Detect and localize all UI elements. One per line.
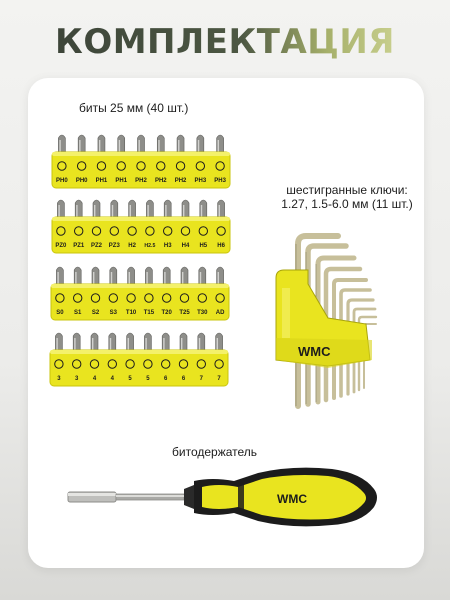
- square-torx-row: [51, 267, 229, 320]
- bit-tip-label: T15: [143, 310, 155, 316]
- bit-set-image: [48, 122, 244, 392]
- slotted-row: [50, 333, 228, 386]
- bit-holder-lip: [50, 350, 228, 354]
- bit-tip-label: S0: [56, 310, 64, 316]
- bit-tip-label: 5: [128, 376, 132, 382]
- bit-tip-label: 7: [199, 376, 203, 382]
- bit-tip-label: H3: [163, 243, 172, 249]
- bit-tip-label: 6: [181, 376, 186, 382]
- bit-holder-lip: [52, 217, 230, 221]
- bit-tip-label: T20: [161, 310, 172, 316]
- bit-tip-label: PZ3: [108, 243, 120, 249]
- hex-keys-label-line1: шестигранные ключи:: [286, 183, 408, 197]
- bit-tip-label: 5: [146, 376, 150, 382]
- bit-tip-label: PH3: [194, 178, 207, 184]
- bit-tip-label: PH0: [75, 178, 88, 184]
- phillips-pozidriv-row: [52, 135, 230, 188]
- bit-tip-label: S1: [74, 310, 82, 316]
- bit-tip-label: AD: [215, 310, 225, 316]
- bit-holder-lip: [52, 152, 230, 156]
- bit-tip-label: H2.5: [144, 243, 156, 249]
- bit-tip-label: PH2: [154, 178, 167, 184]
- bit-tip-label: 3: [57, 376, 61, 382]
- bit-tip-label: S3: [109, 310, 117, 316]
- bit-tip-label: PH1: [95, 178, 108, 184]
- page-header: [0, 0, 450, 84]
- bit-tip-label: PH0: [56, 178, 68, 184]
- bit-tip-label: 4: [110, 376, 114, 382]
- bit-tip-label: PZ0: [55, 243, 67, 249]
- bit-tip-label: 7: [217, 376, 221, 382]
- bit-tip-label: H2: [128, 243, 136, 249]
- hex-key-set-image: [268, 228, 393, 413]
- hex-holder-brand: WMC: [298, 344, 331, 359]
- hex-keys-label-line2: 1.27, 1.5-6.0 мм (11 шт.): [281, 197, 413, 211]
- bit-tip-label: PZ1: [73, 243, 85, 249]
- bit-tip-label: PH1: [115, 178, 128, 184]
- bit-tip-label: 3: [75, 376, 79, 382]
- hex-keys-label: [262, 183, 432, 211]
- bit-tip-label: T10: [125, 310, 137, 316]
- bit-tip-label: H4: [181, 243, 190, 249]
- screwdriver-brand: WMC: [277, 492, 307, 506]
- bit-tip-label: H6: [217, 243, 225, 249]
- bit-tip-label: T25: [179, 310, 190, 316]
- bit-tip-label: T30: [197, 310, 208, 316]
- bit-tip-label: PZ2: [90, 243, 103, 249]
- bit-tip-label: S2: [91, 310, 100, 316]
- bit-tip-label: PH2: [174, 178, 187, 184]
- pz-hex-row: [52, 200, 230, 253]
- bit-tip-label: 4: [92, 376, 97, 382]
- bit-tip-label: 6: [164, 376, 168, 382]
- holder-label: битодержатель: [172, 445, 258, 459]
- page-title: КОМПЛЕКТАЦИЯ: [55, 22, 395, 62]
- bit-tip-label: PH2: [135, 178, 147, 184]
- bits-label: биты 25 мм (40 шт.): [79, 101, 189, 115]
- bit-holder-lip: [51, 284, 229, 288]
- screwdriver-image: [62, 463, 382, 533]
- bit-tip-label: PH3: [214, 178, 226, 184]
- bit-tip-label: H5: [199, 243, 208, 249]
